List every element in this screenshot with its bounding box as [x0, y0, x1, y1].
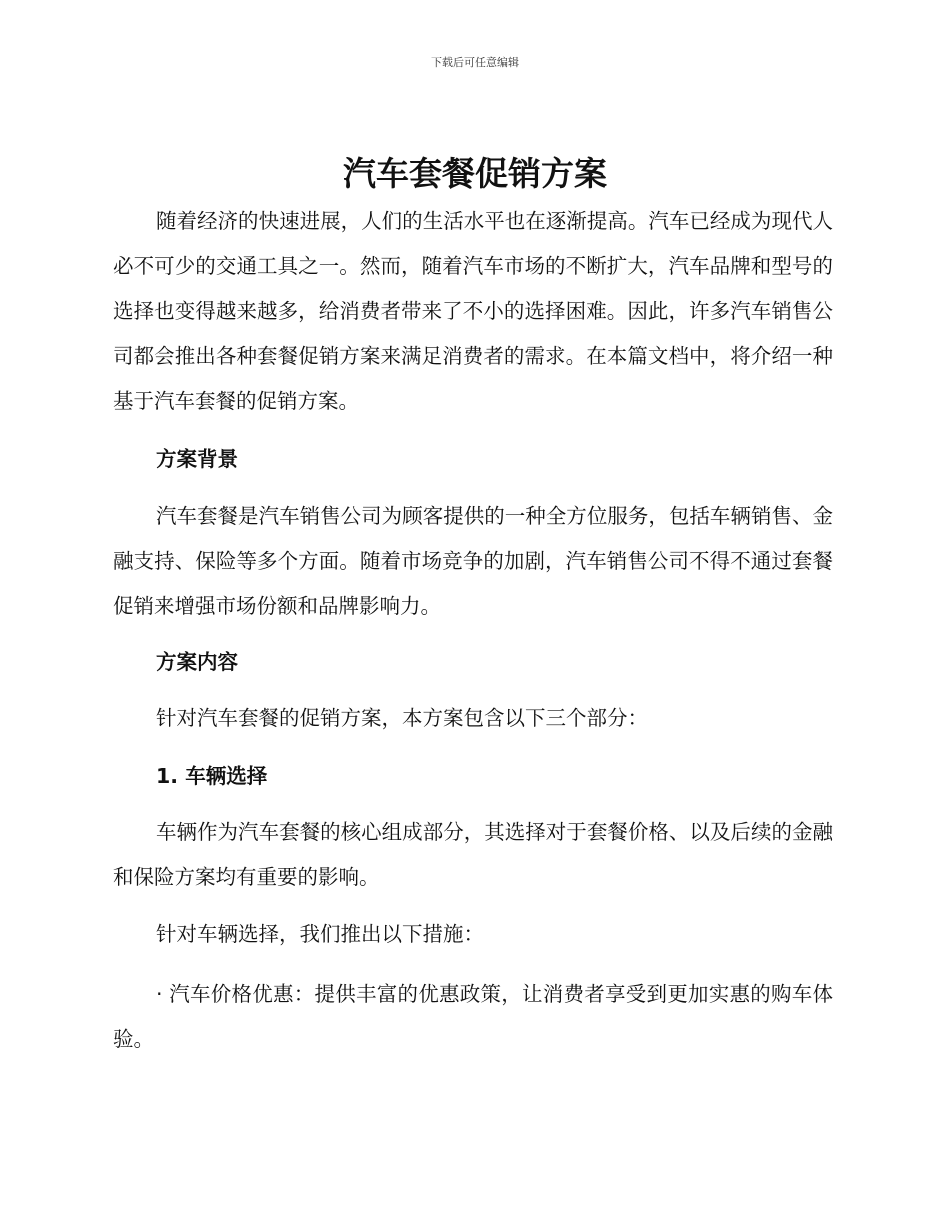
background-heading: 方案背景: [156, 447, 238, 471]
content-intro-paragraph: 针对汽车套餐的促销方案，本方案包含以下三个部分：: [156, 706, 648, 730]
measures-intro-paragraph: 针对车辆选择，我们推出以下措施：: [156, 922, 484, 946]
background-paragraph: 汽车套餐是汽车销售公司为顾客提供的一种全方位服务，包括车辆销售、金融支持、保险等多个方面。随着市场竞争的加剧，汽车销售公司不得不通过套餐促销来增强市场份额和品牌影响力。: [113, 504, 833, 618]
section1-heading: 1. 车辆选择: [156, 764, 268, 788]
document-title: 汽车套餐促销方案: [343, 154, 607, 193]
section1-paragraph: 车辆作为汽车套餐的核心组成部分，其选择对于套餐价格、以及后续的金融和保险方案均有重要的影响。: [113, 820, 833, 889]
header-note: 下载后可任意编辑: [431, 56, 519, 69]
content-heading: 方案内容: [156, 650, 238, 674]
intro-paragraph: 随着经济的快速进展，人们的生活水平也在逐渐提高。汽车已经成为现代人必不可少的交通工具之一。然而，随着汽车市场的不断扩大，汽车品牌和型号的选择也变得越来越多，给消费者带来了不小的选择困难。因此，许多汽车销售公司都会推出各种套餐促销方案来满足消费者的需求。在本篇文档中，将介绍一种基于汽车套餐的促销方案。: [113, 209, 833, 413]
bullet-item: · 汽车价格优惠：提供丰富的优惠政策，让消费者享受到更加实惠的购车体验。: [113, 982, 833, 1051]
